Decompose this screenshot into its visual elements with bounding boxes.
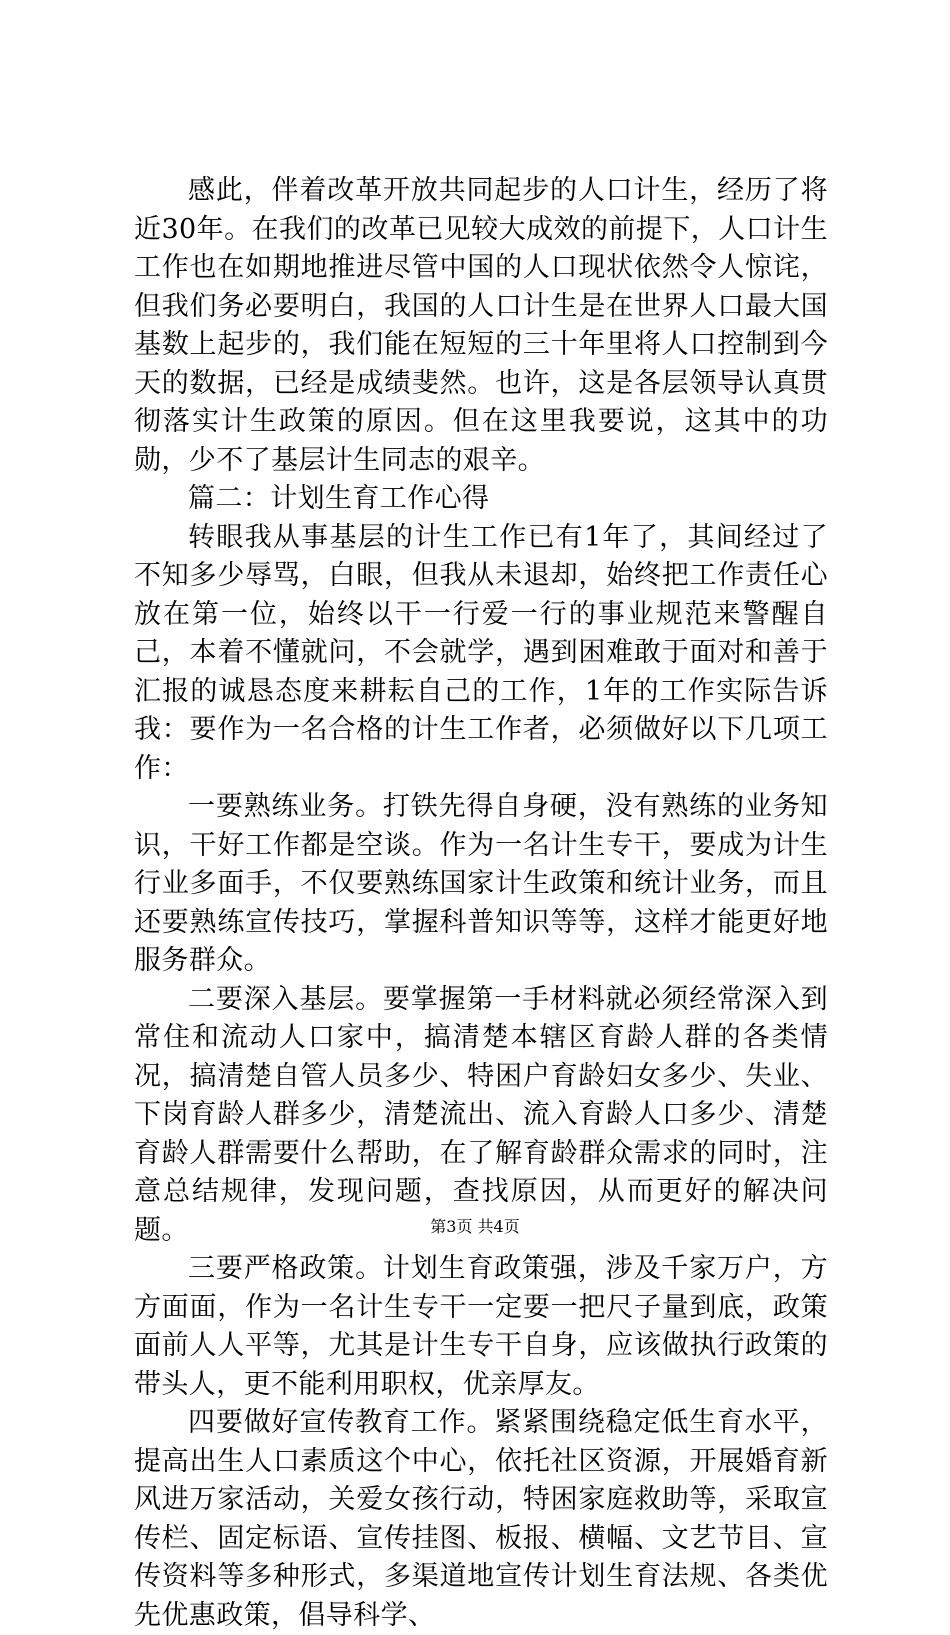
- section-heading: 篇二：计划生育工作心得: [188, 483, 490, 514]
- paragraph-point-1: 一要熟练业务。打铁先得自身硬，没有熟练的业务知识，干好工作都是空谈。作为一名计生专干，要成为计生行业多面手，不仅要熟练国家计生政策和统计业务，而且还要熟练宣传技巧，掌握科普知识等等，这样才能更好地服务群众。: [134, 791, 828, 976]
- paragraph-point-3: 三要严格政策。计划生育政策强，涉及千家万户，方方面面，作为一名计生专干一定要一把尺子量到底，政策面前人人平等，尤其是计生专干自身，应该做执行政策的带头人，更不能利用职权，优亲厚友。: [134, 1253, 828, 1400]
- document-body: [134, 172, 828, 1635]
- page-number-footer: 第3页 共4页: [430, 1217, 520, 1236]
- paragraph-intro-conclusion: 感此，伴着改革开放共同起步的人口计生，经历了将近30年。在我们的改革已见较大成效的前提下，人口计生工作也在如期地推进尽管中国的人口现状依然令人惊诧，但我们务必要明白，我国的人口计生是在世界人口最大国基数上起步的，我们能在短短的三十年里将人口控制到今天的数据，已经是成绩斐然。也许，这是各层领导认真贯彻落实计生政策的原因。但在这里我要说，这其中的功勋，少不了基层计生同志的艰辛。: [134, 175, 828, 476]
- paragraph-overview: 转眼我从事基层的计生工作已有1年了，其间经过了不知多少辱骂，白眼，但我从未退却，始终把工作责任心放在第一位，始终以干一行爱一行的事业规范来警醒自己，本着不懂就问，不会就学，遇到困难敢于面对和善于汇报的诚恳态度来耕耘自己的工作，1年的工作实际告诉我：要作为一名合格的计生工作者，必须做好以下几项工作：: [134, 521, 828, 784]
- paragraph-point-2: 二要深入基层。要掌握第一手材料就必须经常深入到常住和流动人口家中，搞清楚本辖区育龄人群的各类情况，搞清楚自管人员多少、特困户育龄妇女多少、失业、下岗育龄人群多少，清楚流出、流入育龄人口多少、清楚育龄人群需要什么帮助，在了解育龄群众需求的同时，注意总结规律，发现问题，查找原因，从而更好的解决问题。: [134, 983, 828, 1246]
- paragraph-point-4: 四要做好宣传教育工作。紧紧围绕稳定低生育水平，提高出生人口素质这个中心，依托社区资源，开展婚育新风进万家活动，关爱女孩行动，特困家庭救助等，采取宣传栏、固定标语、宣传挂图、板报、横幅、文艺节目、宣传资料等多种形式，多渠道地宣传计划生育法规、各类优先优惠政策，倡导科学、: [134, 1407, 828, 1631]
